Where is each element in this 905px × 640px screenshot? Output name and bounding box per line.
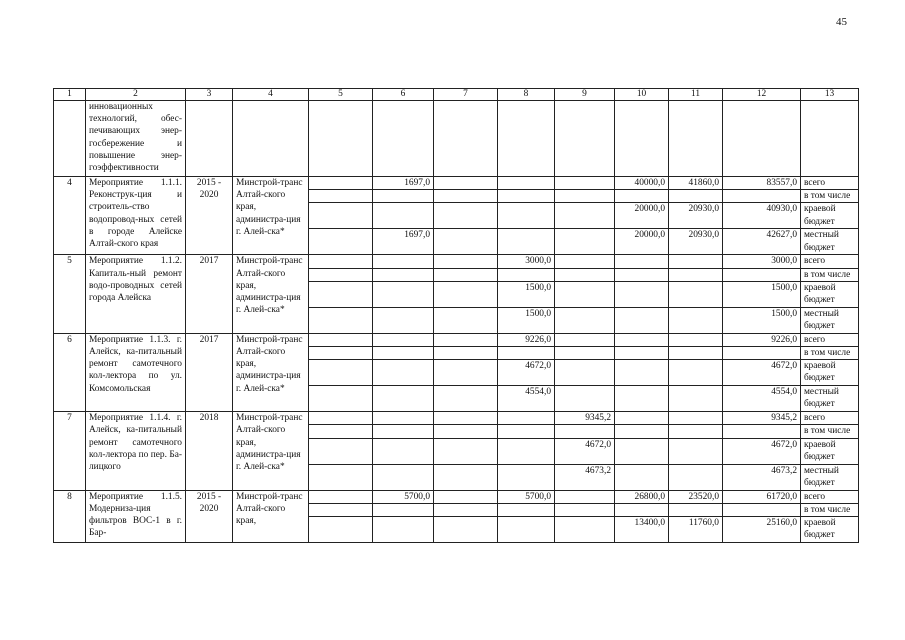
amount-cell [434, 268, 498, 281]
amount-cell [434, 438, 498, 464]
amount-cell [498, 517, 555, 543]
funding-source-label: в том числе [801, 268, 859, 281]
amount-cell: 3000,0 [723, 255, 801, 268]
amount-cell [434, 347, 498, 360]
amount-cell [309, 360, 373, 386]
amount-cell [498, 177, 555, 190]
measure-executor: Минстрой-транс Алтай-ского края, администра-ция г. Алей-ска* [233, 255, 309, 333]
amount-cell [373, 412, 434, 425]
amount-cell [434, 503, 498, 516]
table-row [54, 490, 859, 503]
column-header: 9 [555, 89, 615, 101]
amount-cell [723, 503, 801, 516]
amount-cell: 1500,0 [723, 281, 801, 307]
amount-cell [373, 333, 434, 346]
amount-cell [555, 333, 615, 346]
amount-cell [669, 190, 723, 203]
measure-executor: Минстрой-транс Алтай-ского края, [233, 490, 309, 542]
amount-cell: 4554,0 [498, 386, 555, 412]
amount-cell [498, 229, 555, 255]
table-row [54, 177, 859, 190]
amount-cell [669, 333, 723, 346]
amount-cell [373, 438, 434, 464]
amount-cell [723, 268, 801, 281]
column-header: 8 [498, 89, 555, 101]
table-cell [309, 101, 373, 177]
amount-cell [669, 386, 723, 412]
amount-cell [434, 360, 498, 386]
amount-cell: 41860,0 [669, 177, 723, 190]
amount-cell [723, 347, 801, 360]
amount-cell [669, 360, 723, 386]
amount-cell: 4672,0 [555, 438, 615, 464]
amount-cell: 20930,0 [669, 229, 723, 255]
amount-cell [373, 307, 434, 333]
amount-cell [434, 517, 498, 543]
table-row [54, 255, 859, 268]
amount-cell [615, 347, 669, 360]
amount-cell [615, 333, 669, 346]
amount-cell [498, 412, 555, 425]
amount-cell [723, 425, 801, 438]
measure-name: Мероприятие 1.1.2. Капиталь-ный ремонт водо-проводных сетей города Алейска [86, 255, 186, 333]
measure-executor: Минстрой-транс Алтай-ского края, администра-ция г. Алей-ска* [233, 177, 309, 255]
amount-cell [615, 360, 669, 386]
measure-name: Мероприятие 1.1.1. Реконструк-ция и строитель-ство водопровод-ных сетей в городе Алейске Алтай-ского края [86, 177, 186, 255]
funding-source-label: местный бюджет [801, 386, 859, 412]
measure-executor: Минстрой-транс Алтай-ского края, администра-ция г. Алей-ска* [233, 333, 309, 411]
amount-cell [555, 268, 615, 281]
amount-cell [434, 255, 498, 268]
amount-cell: 4554,0 [723, 386, 801, 412]
amount-cell [434, 203, 498, 229]
measure-years: 2018 [186, 412, 233, 490]
amount-cell [615, 268, 669, 281]
amount-cell [498, 190, 555, 203]
measure-name: Мероприятие 1.1.5. Модерниза-ция фильтров ВОС-1 в г. Бар- [86, 490, 186, 542]
measure-number: 6 [54, 333, 86, 411]
amount-cell [434, 333, 498, 346]
funding-source-label: местный бюджет [801, 229, 859, 255]
table-cell [54, 101, 86, 177]
amount-cell: 4672,0 [498, 360, 555, 386]
amount-cell [309, 229, 373, 255]
column-number-row [54, 89, 859, 101]
amount-cell [669, 281, 723, 307]
amount-cell: 40000,0 [615, 177, 669, 190]
amount-cell [498, 503, 555, 516]
amount-cell [669, 268, 723, 281]
amount-cell [309, 255, 373, 268]
measure-number: 7 [54, 412, 86, 490]
amount-cell [309, 281, 373, 307]
amount-cell: 9345,2 [555, 412, 615, 425]
table-cell [723, 101, 801, 177]
amount-cell [669, 438, 723, 464]
funding-source-label: в том числе [801, 190, 859, 203]
amount-cell [555, 386, 615, 412]
amount-cell [669, 503, 723, 516]
amount-cell [555, 347, 615, 360]
amount-cell [555, 229, 615, 255]
amount-cell [555, 490, 615, 503]
amount-cell [498, 425, 555, 438]
amount-cell [669, 255, 723, 268]
amount-cell [309, 268, 373, 281]
table-row [54, 333, 859, 346]
funding-source-label: всего [801, 490, 859, 503]
amount-cell [555, 307, 615, 333]
measure-name: Мероприятие 1.1.4. г. Алейск, ка-питальный ремонт самотечного кол-лектора по пер. Ба-лицкого [86, 412, 186, 490]
amount-cell [669, 425, 723, 438]
measure-years: 2017 [186, 255, 233, 333]
table-cell [498, 101, 555, 177]
amount-cell [555, 503, 615, 516]
amount-cell [434, 464, 498, 490]
amount-cell [434, 177, 498, 190]
amount-cell [555, 360, 615, 386]
amount-cell: 83557,0 [723, 177, 801, 190]
amount-cell [309, 412, 373, 425]
funding-source-label: всего [801, 255, 859, 268]
continuation-text: инновационных технологий, обес-печивающих энер-госбережение и повышение энер-гоэффективности [86, 101, 186, 177]
funding-source-label: всего [801, 333, 859, 346]
amount-cell [615, 503, 669, 516]
funding-source-label: местный бюджет [801, 307, 859, 333]
amount-cell [669, 464, 723, 490]
amount-cell: 9226,0 [498, 333, 555, 346]
amount-cell [309, 464, 373, 490]
table-cell [669, 101, 723, 177]
amount-cell: 1500,0 [498, 307, 555, 333]
measure-name: Мероприятие 1.1.3. г. Алейск, ка-питальный ремонт самотечного кол-лектора по ул. Комсомольская [86, 333, 186, 411]
amount-cell [373, 255, 434, 268]
amount-cell [373, 190, 434, 203]
amount-cell: 20000,0 [615, 229, 669, 255]
amount-cell [498, 347, 555, 360]
amount-cell: 61720,0 [723, 490, 801, 503]
amount-cell [309, 503, 373, 516]
amount-cell: 4673,2 [723, 464, 801, 490]
amount-cell [309, 190, 373, 203]
amount-cell: 1500,0 [498, 281, 555, 307]
amount-cell [309, 386, 373, 412]
amount-cell: 4672,0 [723, 360, 801, 386]
amount-cell [498, 464, 555, 490]
column-header: 11 [669, 89, 723, 101]
funding-source-label: в том числе [801, 425, 859, 438]
funding-source-label: краевой бюджет [801, 360, 859, 386]
amount-cell [373, 386, 434, 412]
measure-years: 2017 [186, 333, 233, 411]
amount-cell [373, 503, 434, 516]
table-cell [233, 101, 309, 177]
amount-cell: 11760,0 [669, 517, 723, 543]
amount-cell: 20930,0 [669, 203, 723, 229]
amount-cell [309, 425, 373, 438]
measure-executor: Минстрой-транс Алтай-ского края, администра-ция г. Алей-ска* [233, 412, 309, 490]
funding-source-label: краевой бюджет [801, 517, 859, 543]
amount-cell: 9226,0 [723, 333, 801, 346]
amount-cell [434, 490, 498, 503]
column-header: 4 [233, 89, 309, 101]
measure-number: 4 [54, 177, 86, 255]
column-header: 7 [434, 89, 498, 101]
amount-cell [309, 490, 373, 503]
column-header: 5 [309, 89, 373, 101]
amount-cell: 1500,0 [723, 307, 801, 333]
amount-cell [615, 255, 669, 268]
column-header: 12 [723, 89, 801, 101]
amount-cell [373, 203, 434, 229]
amount-cell [309, 517, 373, 543]
table-cell [555, 101, 615, 177]
funding-source-label: в том числе [801, 503, 859, 516]
measure-years: 2015 - 2020 [186, 490, 233, 542]
amount-cell: 5700,0 [373, 490, 434, 503]
amount-cell [309, 347, 373, 360]
amount-cell [555, 517, 615, 543]
amount-cell [669, 307, 723, 333]
amount-cell [309, 177, 373, 190]
funding-source-label: всего [801, 412, 859, 425]
amount-cell [373, 425, 434, 438]
amount-cell: 23520,0 [669, 490, 723, 503]
amount-cell [373, 347, 434, 360]
amount-cell: 3000,0 [498, 255, 555, 268]
amount-cell [555, 177, 615, 190]
amount-cell [434, 412, 498, 425]
program-measures-table [53, 88, 859, 543]
amount-cell [434, 425, 498, 438]
funding-source-label: всего [801, 177, 859, 190]
amount-cell: 1697,0 [373, 229, 434, 255]
amount-cell [373, 268, 434, 281]
column-header: 6 [373, 89, 434, 101]
amount-cell [373, 281, 434, 307]
amount-cell [309, 438, 373, 464]
measure-years: 2015 - 2020 [186, 177, 233, 255]
amount-cell: 20000,0 [615, 203, 669, 229]
amount-cell [669, 412, 723, 425]
table-cell [615, 101, 669, 177]
amount-cell [615, 425, 669, 438]
amount-cell: 9345,2 [723, 412, 801, 425]
funding-source-label: краевой бюджет [801, 281, 859, 307]
table-cell [801, 101, 859, 177]
table-cell [186, 101, 233, 177]
amount-cell [498, 438, 555, 464]
amount-cell: 42627,0 [723, 229, 801, 255]
amount-cell [615, 386, 669, 412]
measure-number: 8 [54, 490, 86, 542]
amount-cell [373, 360, 434, 386]
column-header: 3 [186, 89, 233, 101]
amount-cell [669, 347, 723, 360]
amount-cell [615, 412, 669, 425]
amount-cell [498, 268, 555, 281]
column-header: 2 [86, 89, 186, 101]
amount-cell [615, 281, 669, 307]
amount-cell [555, 203, 615, 229]
funding-source-label: в том числе [801, 347, 859, 360]
amount-cell [309, 203, 373, 229]
amount-cell [615, 438, 669, 464]
amount-cell: 1697,0 [373, 177, 434, 190]
amount-cell: 13400,0 [615, 517, 669, 543]
amount-cell [373, 517, 434, 543]
amount-cell [615, 464, 669, 490]
amount-cell [723, 190, 801, 203]
column-header: 1 [54, 89, 86, 101]
page-number: 45 [836, 16, 847, 28]
measure-number: 5 [54, 255, 86, 333]
amount-cell: 4672,0 [723, 438, 801, 464]
amount-cell [434, 229, 498, 255]
amount-cell [434, 281, 498, 307]
amount-cell [434, 307, 498, 333]
amount-cell [309, 307, 373, 333]
amount-cell: 25160,0 [723, 517, 801, 543]
amount-cell: 4673,2 [555, 464, 615, 490]
funding-source-label: краевой бюджет [801, 438, 859, 464]
amount-cell: 40930,0 [723, 203, 801, 229]
amount-cell [615, 307, 669, 333]
amount-cell [555, 190, 615, 203]
amount-cell [555, 425, 615, 438]
table-cell [434, 101, 498, 177]
funding-source-label: краевой бюджет [801, 203, 859, 229]
amount-cell: 26800,0 [615, 490, 669, 503]
amount-cell: 5700,0 [498, 490, 555, 503]
amount-cell [498, 203, 555, 229]
continuation-row [54, 101, 859, 177]
funding-source-label: местный бюджет [801, 464, 859, 490]
amount-cell [555, 255, 615, 268]
amount-cell [434, 190, 498, 203]
amount-cell [434, 386, 498, 412]
amount-cell [309, 333, 373, 346]
amount-cell [615, 190, 669, 203]
column-header: 10 [615, 89, 669, 101]
table-cell [373, 101, 434, 177]
table-row [54, 412, 859, 425]
column-header: 13 [801, 89, 859, 101]
amount-cell [555, 281, 615, 307]
amount-cell [373, 464, 434, 490]
